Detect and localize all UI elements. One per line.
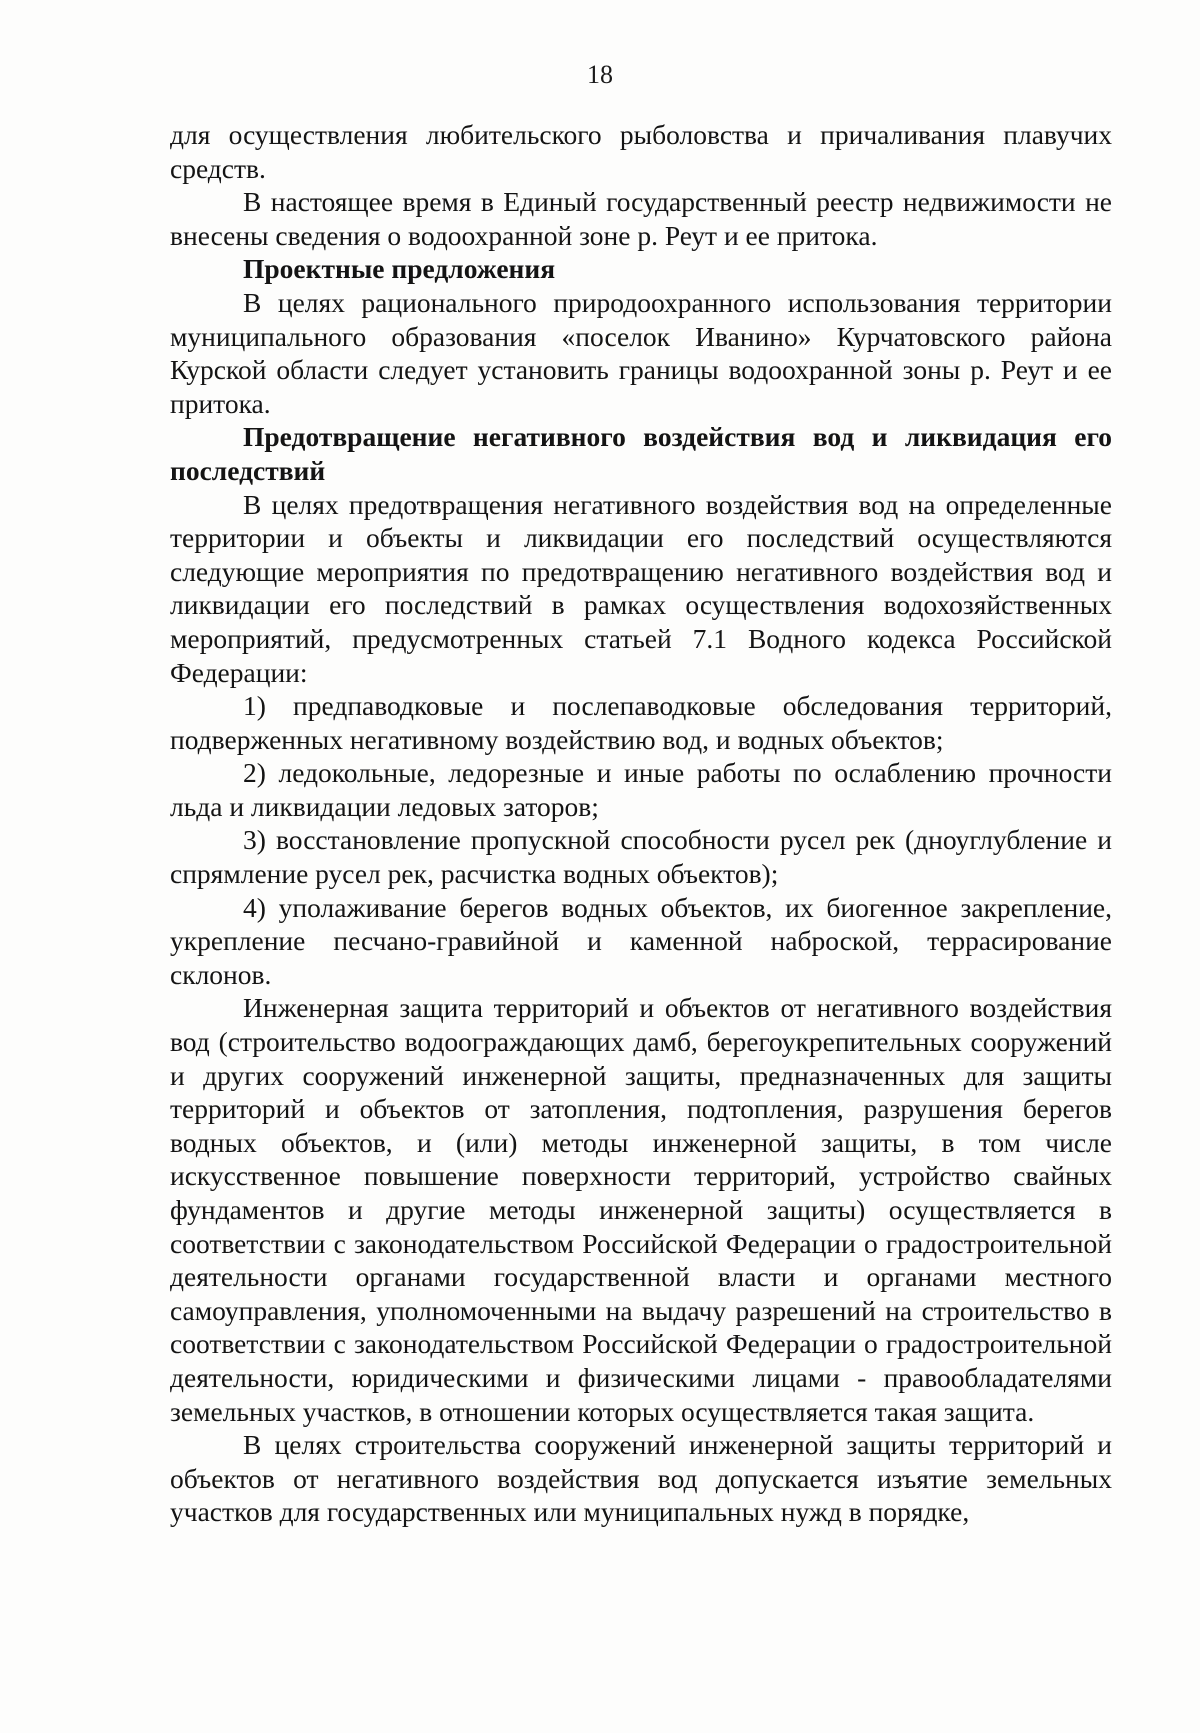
list-item-4: 4) уполаживание берегов водных объектов, их биогенное закрепление, укрепление песчано-гравийной и каменной наброской, террасирование склонов. — [170, 891, 1112, 990]
paragraph-prevention-intro: В целях предотвращения негативного воздействия вод на определенные территории и объекты и ликвидации его последствий осуществляются следующие мероприятия по предотвращению негативного воздействия вод и ликвидации его последствий в рамках осуществления водохозяйственных мероприятий, предусмотренных статьей 7.1 Водного кодекса Российской Федерации: — [170, 488, 1112, 688]
list-item-3: 3) восстановление пропускной способности русел рек (дноуглубление и спрямление русел рек, расчистка водных объектов); — [170, 824, 1112, 890]
page-number: 18 — [587, 60, 613, 89]
paragraph-engineering-protection: Инженерная защита территорий и объектов от негативного воздействия вод (строительство водоограждающих дамб, берегоукрепительных сооружений и других сооружений инженерной защиты, предназначенных для защиты территорий и объектов от затопления, подтопления, разрушения берегов водных объектов, и (или) методы инженерной защиты, в том числе искусственное повышение поверхности территорий, устройство свайных фундаментов и другие методы инженерной защиты) осуществляется в соответствии с законодательством Российской Федерации о градостроительной деятельности органами государственной власти и органами местного самоуправления, уполномоченными на выдачу разрешений на строительство в соответствии с законодательством Российской Федерации о градостроительной деятельности, юридическими и физическими лицами - правообладателями земельных участков, в отношении которых осуществляется такая защита. — [170, 992, 1112, 1427]
list-item-1: 1) предпаводковые и послепаводковые обследования территорий, подверженных негативному воздействию вод, и водных объектов; — [170, 690, 1112, 755]
paragraph-land-withdrawal: В целях строительства сооружений инженерной защиты территорий и объектов от негативного воздействия вод допускается изъятие земельных участков для государственных или муниципальных нужд в порядке, — [170, 1429, 1112, 1528]
heading-prevention: Предотвращение негативного воздействия вод и ликвидация его последствий — [170, 421, 1112, 486]
list-item-2: 2) ледокольные, ледорезные и иные работы по ослаблению прочности льда и ликвидации ледовых заторов; — [170, 757, 1112, 822]
paragraph-project-proposals: В целях рационального природоохранного использования территории муниципального образования «поселок Иванино» Курчатовского района Курской области следует установить границы водоохранной зоны р. Реут и ее притока. — [170, 286, 1112, 419]
paragraph-registry-status: В настоящее время в Единый государственный реестр недвижимости не внесены сведения о водоохранной зоне р. Реут и ее притока. — [170, 186, 1112, 251]
heading-project-proposals: Проектные предложения — [243, 253, 556, 285]
paragraph-continuation: для осуществления любительского рыболовства и причаливания плавучих средств. — [170, 119, 1112, 184]
document-body — [170, 118, 1112, 1529]
